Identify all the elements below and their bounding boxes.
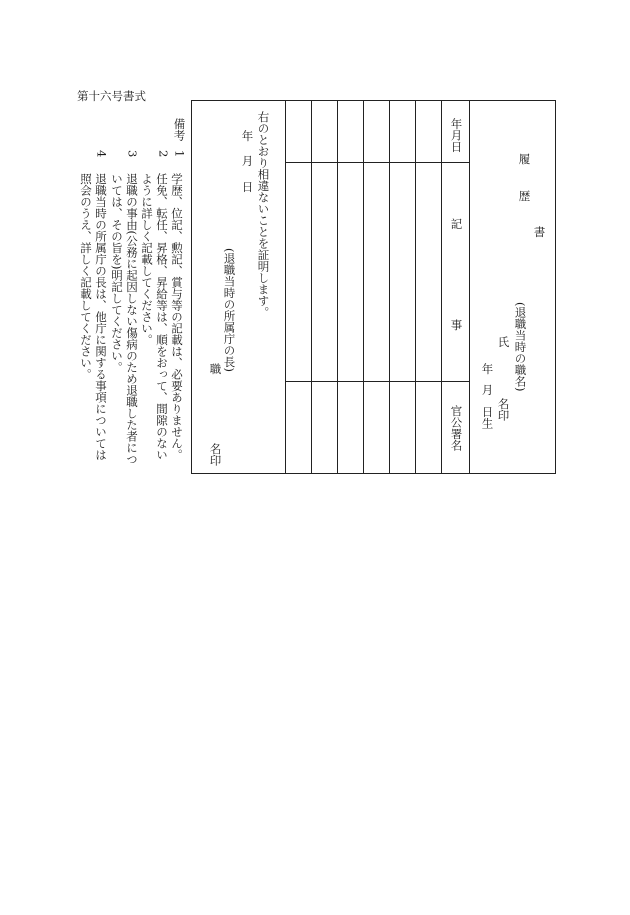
certification-year: 年 [240,130,255,142]
column-divider [363,101,364,473]
note-text: 任免、転任、昇格、昇給等は、順をおって、間隙のないように詳しく記載してください。 [140,173,169,461]
column-divider [389,101,390,473]
applicant-position: (退職当時の職名) [513,302,528,392]
title-char: 歴 [517,190,532,202]
applicant-shi: 氏 [496,336,511,348]
note-number: 3 [125,150,140,158]
notes-heading: 備考 [172,118,187,141]
certification-month: 月 [240,155,255,167]
title-char: 履 [517,153,532,165]
column-divider [285,101,286,473]
note-number: 1 [172,150,187,158]
office-head-name-seal: 名印 [208,443,223,466]
column-divider [337,101,338,473]
applicant-birth-year: 年 [480,363,495,375]
column-divider [469,101,470,473]
column-header-ji: 事 [449,319,464,331]
office-head-label: (退職当時の所属庁の長) [222,248,237,372]
row-divider [285,162,469,163]
note-text: 退職当時の所属庁の長は、他庁に関する事項については照会のうえ、詳しく記載してください。 [79,173,108,461]
certification-day: 日 [240,181,255,193]
note-number: 4 [94,150,109,158]
title-char: 書 [532,226,547,238]
form-number: 第十六号書式 [77,89,146,103]
note-number: 2 [156,150,171,158]
column-header-ki: 記 [449,218,464,230]
column-divider [415,101,416,473]
office-head-shoku: 職 [208,363,223,375]
column-divider [311,101,312,473]
row-divider [285,381,469,382]
note-text: 学歴、位記、勲記、賞与等の記載は、必要ありません。 [170,173,184,461]
applicant-birth-day: 日生 [480,406,495,429]
note-text: 退職の事由(公務に起因しない傷病のため退職した者については、その旨を)明記してください。 [110,173,139,465]
applicant-birth-month: 月 [480,384,495,396]
column-header-signature: 官公署名 [449,405,464,451]
applicant-name-seal: 名印 [496,398,511,421]
certification-statement: 右のとおり相違ないことを証明します。 [256,111,271,318]
column-header-date: 年月日 [449,118,464,153]
column-divider [441,101,442,473]
